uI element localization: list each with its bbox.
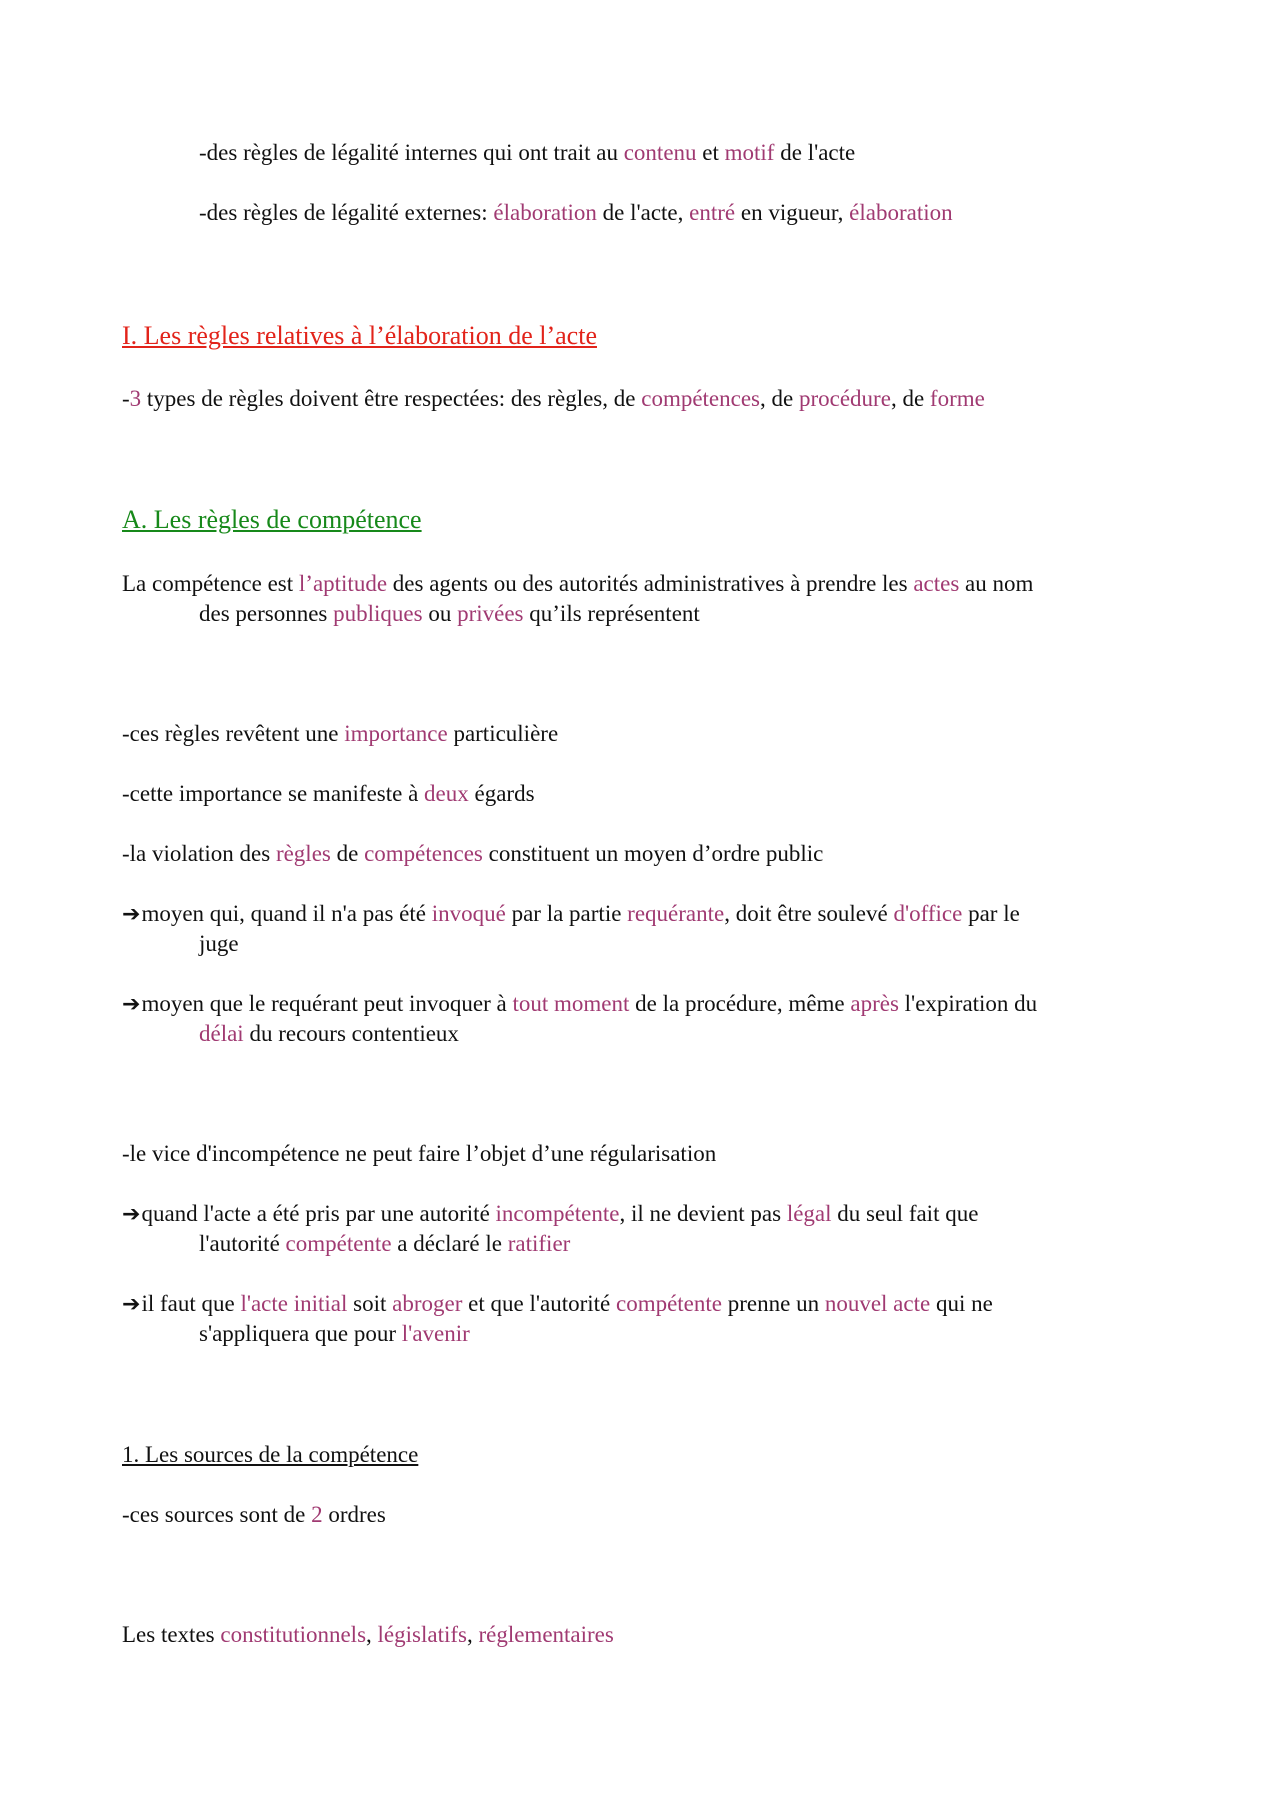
text-line-p8a xyxy=(122,899,1020,930)
text-line-p5 xyxy=(122,719,558,749)
highlighted-term: 2 xyxy=(311,1502,323,1527)
text-run: , de xyxy=(890,386,930,411)
text-run: -le vice d'incompétence ne peut faire l’objet d’une régularisation xyxy=(122,1141,717,1166)
text-line-p13 xyxy=(122,1500,386,1530)
text-run: , xyxy=(466,1622,479,1647)
highlighted-term: actes xyxy=(913,571,960,596)
text-run: 1. Les sources de la compétence xyxy=(122,1442,419,1467)
text-run: l'expiration du xyxy=(898,991,1038,1016)
highlighted-term: compétences xyxy=(641,386,761,411)
highlighted-term: élaboration xyxy=(493,200,597,225)
text-line-p7 xyxy=(122,839,823,869)
heading-h3 xyxy=(122,1440,418,1470)
highlighted-term: délai xyxy=(199,1021,244,1046)
heading-h1 xyxy=(122,321,597,351)
highlighted-term: constitutionnels xyxy=(220,1622,367,1647)
text-run: de l'acte xyxy=(774,140,856,165)
text-run: juge xyxy=(199,931,239,956)
text-run: a déclaré le xyxy=(391,1231,508,1256)
highlighted-term: règles xyxy=(275,841,331,866)
text-run: , de xyxy=(760,386,799,411)
text-run: , doit être soulevé xyxy=(724,901,894,926)
highlighted-term: réglementaires xyxy=(478,1622,614,1647)
text-run: I. Les règles relatives à l’élaboration de l’acte xyxy=(122,321,597,350)
text-run: en vigueur, xyxy=(735,200,850,225)
text-run: -la violation des xyxy=(122,841,276,866)
text-line-p4a xyxy=(122,569,1033,599)
text-run: , il ne devient pas xyxy=(619,1201,787,1226)
text-run: -cette importance se manifeste à xyxy=(122,781,425,806)
highlighted-term: ratifier xyxy=(507,1231,571,1256)
text-line-p12b xyxy=(199,1319,470,1349)
text-run: prenne un xyxy=(722,1291,825,1316)
text-run: La compétence est xyxy=(122,571,299,596)
highlighted-term: entré xyxy=(689,200,736,225)
highlighted-term: compétences xyxy=(364,841,483,866)
text-line-p1 xyxy=(199,138,855,168)
highlighted-term: légal xyxy=(786,1201,832,1226)
highlighted-term: privées xyxy=(457,601,524,626)
text-line-p9a xyxy=(122,989,1037,1020)
text-run: des personnes xyxy=(199,601,334,626)
text-run: , xyxy=(366,1622,378,1647)
text-run: quand l'acte a été pris par une autorité xyxy=(141,1201,496,1226)
highlighted-term: tout moment xyxy=(512,991,630,1016)
text-run: des agents ou des autorités administratives à prendre les xyxy=(387,571,914,596)
highlighted-term: d'office xyxy=(893,901,963,926)
text-line-p14 xyxy=(122,1620,614,1650)
text-run: égards xyxy=(468,781,535,806)
highlighted-term: motif xyxy=(724,140,775,165)
text-line-p8b xyxy=(199,929,239,959)
text-run: -ces sources sont de xyxy=(122,1502,312,1527)
highlighted-term: procédure xyxy=(798,386,891,411)
text-run: -ces règles revêtent une xyxy=(122,721,345,746)
text-line-p11a xyxy=(122,1199,978,1230)
right-arrow-icon: ➔ xyxy=(122,1202,141,1227)
text-run: - xyxy=(122,386,130,411)
highlighted-term: invoqué xyxy=(431,901,506,926)
text-line-p6 xyxy=(122,779,535,809)
text-line-p9b xyxy=(199,1019,459,1049)
text-run: de la procédure, même xyxy=(629,991,851,1016)
highlighted-term: contenu xyxy=(623,140,697,165)
text-run: qui ne xyxy=(930,1291,993,1316)
right-arrow-icon: ➔ xyxy=(122,1292,141,1317)
text-run: A. Les règles de compétence xyxy=(122,505,422,534)
highlighted-term: après xyxy=(850,991,899,1016)
text-line-p3 xyxy=(122,384,985,414)
highlighted-term: deux xyxy=(424,781,469,806)
text-run: ou xyxy=(422,601,458,626)
text-run: par la partie xyxy=(505,901,628,926)
text-run: -des règles de légalité externes: xyxy=(199,200,494,225)
highlighted-term: importance xyxy=(344,721,448,746)
text-run: particulière xyxy=(447,721,559,746)
text-run: -des règles de légalité internes qui ont trait au xyxy=(199,140,624,165)
heading-h2 xyxy=(122,505,422,535)
highlighted-term: incompétente xyxy=(495,1201,620,1226)
text-run: moyen qui, quand il n'a pas été xyxy=(141,901,432,926)
text-run: moyen que le requérant peut invoquer à xyxy=(141,991,513,1016)
highlighted-term: nouvel acte xyxy=(824,1291,931,1316)
text-run: et xyxy=(696,140,725,165)
right-arrow-icon: ➔ xyxy=(122,902,141,927)
text-run: au nom xyxy=(959,571,1034,596)
text-run: de xyxy=(330,841,365,866)
right-arrow-icon: ➔ xyxy=(122,992,141,1017)
text-run: types de règles doivent être respectées: des règles, de xyxy=(141,386,642,411)
text-run: par le xyxy=(962,901,1020,926)
text-run: soit xyxy=(347,1291,393,1316)
highlighted-term: requérante xyxy=(627,901,725,926)
text-run: l'autorité xyxy=(199,1231,286,1256)
highlighted-term: forme xyxy=(929,386,985,411)
text-run: ordres xyxy=(322,1502,386,1527)
text-line-p12a xyxy=(122,1289,993,1320)
text-line-p2 xyxy=(199,198,953,228)
highlighted-term: l'acte initial xyxy=(240,1291,348,1316)
highlighted-term: publiques xyxy=(333,601,423,626)
highlighted-term: compétente xyxy=(285,1231,392,1256)
highlighted-term: l'avenir xyxy=(401,1321,470,1346)
text-run: il faut que xyxy=(141,1291,241,1316)
text-run: du seul fait que xyxy=(831,1201,979,1226)
text-run: qu’ils représentent xyxy=(523,601,700,626)
text-run: de l'acte, xyxy=(596,200,690,225)
highlighted-term: abroger xyxy=(392,1291,463,1316)
highlighted-term: législatifs xyxy=(377,1622,467,1647)
text-run: du recours contentieux xyxy=(243,1021,459,1046)
text-line-p4b xyxy=(199,599,700,629)
text-line-p11b xyxy=(199,1229,570,1259)
text-line-p10 xyxy=(122,1139,716,1169)
highlighted-term: 3 xyxy=(129,386,142,411)
text-run: s'appliquera que pour xyxy=(199,1321,402,1346)
text-run: constituent un moyen d’ordre public xyxy=(482,841,824,866)
text-run: Les textes xyxy=(122,1622,221,1647)
text-run: et que l'autorité xyxy=(462,1291,616,1316)
highlighted-term: l’aptitude xyxy=(298,571,388,596)
highlighted-term: élaboration xyxy=(849,200,953,225)
highlighted-term: compétente xyxy=(615,1291,722,1316)
